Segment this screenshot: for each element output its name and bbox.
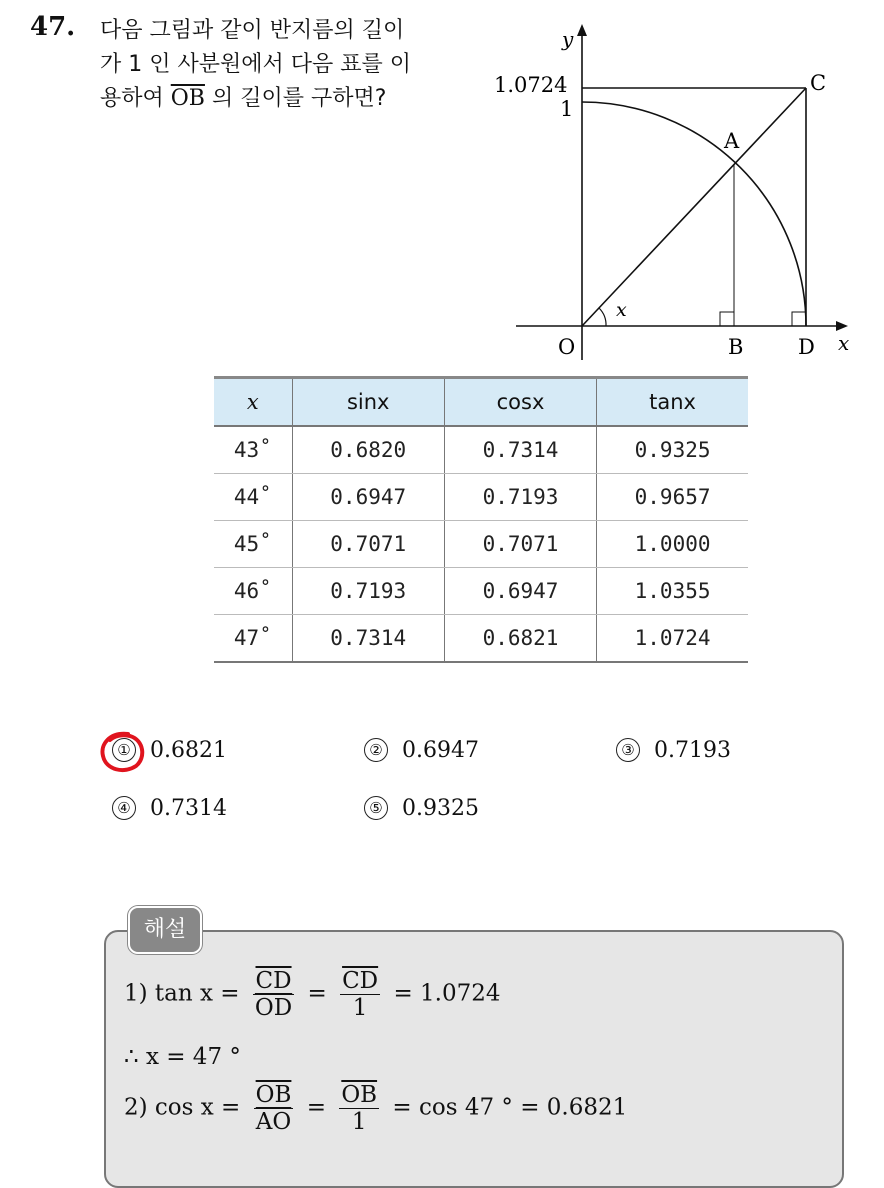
solution-l1-result: = 1.0724 — [393, 980, 501, 1007]
table-cell: 1.0000 — [597, 521, 748, 568]
label-y: y — [562, 27, 574, 51]
frac-denominator: 1 — [339, 1108, 379, 1135]
solution-l3-eq: = — [306, 1094, 326, 1121]
table-cell: 45˚ — [214, 521, 292, 568]
table-cell: 0.6820 — [292, 426, 444, 474]
frac-numerator: $\overline{CD}$ — [342, 968, 379, 994]
solution-l3-result: = cos 47 ° = 0.6821 — [392, 1094, 628, 1121]
table-cell: 0.7071 — [292, 521, 444, 568]
frac-denominator: OD — [254, 995, 293, 1021]
table-header-x: x — [214, 378, 292, 427]
table-row — [214, 615, 748, 663]
label-x: x — [838, 331, 850, 355]
choice-5-value: 0.9325 — [402, 796, 479, 821]
choice-3-mark: ③ — [616, 738, 640, 762]
label-b: B — [728, 335, 744, 359]
right-angle-mark-b — [720, 312, 734, 326]
label-o: O — [558, 335, 576, 359]
problem-text-line3-pre: 용하여 — [100, 86, 171, 111]
choice-2-mark: ② — [364, 738, 388, 762]
fraction-ob-1 — [339, 1082, 379, 1135]
table-cell: 0.9657 — [597, 474, 748, 521]
problem-text — [100, 14, 480, 116]
problem-text-line3-post: 의 길이를 구하면? — [204, 86, 387, 111]
right-angle-mark-d — [792, 312, 806, 326]
label-1-0724: 1.0724 — [494, 73, 568, 97]
table-cell: 0.7193 — [292, 568, 444, 615]
table-row — [214, 474, 748, 521]
problem-number: 47. — [30, 12, 76, 42]
solution-l3-prefix: 2) cos x = — [124, 1094, 241, 1121]
label-a: A — [724, 129, 740, 153]
frac-denominator: AO — [254, 1108, 294, 1135]
x-axis-arrow-icon — [836, 321, 848, 331]
fraction-cd-1 — [340, 968, 380, 1021]
problem-text-line1: 다음 그림과 같이 반지름의 길이 — [100, 18, 405, 43]
quarter-circle-figure — [480, 20, 860, 365]
y-axis-arrow-icon — [577, 24, 587, 36]
table-row — [214, 426, 748, 474]
solution-l1-eq: = — [307, 980, 327, 1007]
solution-l1-prefix: 1) tan x = — [124, 980, 240, 1007]
table-cell: 0.7193 — [444, 474, 596, 521]
table-cell: 0.9325 — [597, 426, 748, 474]
frac-numerator: $\overline{OB}$ — [255, 1082, 292, 1108]
label-angle-x: x — [616, 299, 627, 321]
choice-4-value: 0.7314 — [150, 796, 227, 821]
quarter-circle-arc — [582, 102, 806, 326]
choice-4-mark: ④ — [112, 796, 136, 820]
table-row — [214, 521, 748, 568]
segment-ob: $\overline{OB}$ — [170, 86, 205, 111]
choice-1[interactable] — [112, 738, 227, 763]
choice-1-mark: ① — [112, 738, 136, 762]
table-cell: 0.7314 — [444, 426, 596, 474]
table-cell: 0.6821 — [444, 615, 596, 663]
choice-3-value: 0.7193 — [654, 738, 731, 763]
choice-4[interactable] — [112, 796, 227, 821]
label-1: 1 — [560, 97, 574, 121]
table-cell: 1.0724 — [597, 615, 748, 663]
table-cell: 47˚ — [214, 615, 292, 663]
frac-numerator: $\overline{OB}$ — [341, 1082, 378, 1108]
label-c: C — [810, 71, 827, 95]
solution-line-2: ∴ x = 47 ° — [124, 1044, 241, 1070]
table-cell: 0.6947 — [444, 568, 596, 615]
table-header-row — [214, 378, 748, 427]
fraction-cd-od — [253, 968, 294, 1021]
table-cell: 1.0355 — [597, 568, 748, 615]
table-cell: 0.6947 — [292, 474, 444, 521]
problem-text-line2: 가 1 인 사분원에서 다음 표를 이 — [100, 52, 411, 77]
label-d: D — [798, 335, 815, 359]
frac-numerator: $\overline{CD}$ — [255, 968, 292, 994]
solution-line-3 — [124, 1082, 627, 1135]
choice-2[interactable] — [364, 738, 479, 763]
fraction-ob-ao — [254, 1082, 294, 1135]
solution-tag: 해설 — [128, 906, 202, 954]
trig-table — [214, 376, 748, 663]
table-cell: 44˚ — [214, 474, 292, 521]
choice-5-mark: ⑤ — [364, 796, 388, 820]
angle-arc — [599, 308, 606, 326]
table-header-tan: tanx — [597, 378, 748, 427]
choice-1-value: 0.6821 — [150, 738, 227, 763]
choice-5[interactable] — [364, 796, 479, 821]
choice-2-value: 0.6947 — [402, 738, 479, 763]
table-row — [214, 568, 748, 615]
table-cell: 46˚ — [214, 568, 292, 615]
table-header-sin: sinx — [292, 378, 444, 427]
frac-denominator: 1 — [340, 994, 380, 1021]
table-header-cos: cosx — [444, 378, 596, 427]
table-cell: 0.7314 — [292, 615, 444, 663]
solution-line-1 — [124, 968, 501, 1021]
table-cell: 0.7071 — [444, 521, 596, 568]
choice-3[interactable] — [616, 738, 731, 763]
table-cell: 43˚ — [214, 426, 292, 474]
problem-text-line3 — [100, 82, 480, 116]
